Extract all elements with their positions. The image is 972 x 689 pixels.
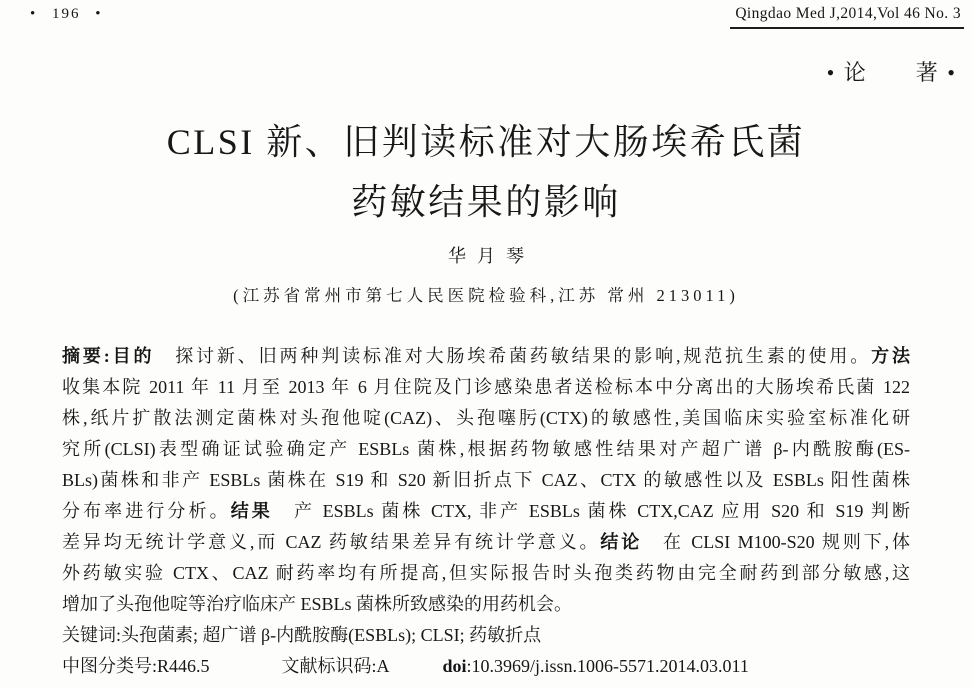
abstract-line [62,589,910,620]
abstract-line [62,372,910,403]
bold-text-run: 方法 [871,346,911,366]
article-title-line-2: 药敏结果的影响 [351,182,621,222]
text-run: 分布率进行分析。 [62,501,231,521]
bold-text-run: 结果 [230,501,273,521]
bold-text-run: 摘要:目的 [62,346,155,366]
text-run: 差异均无统计学意义,而 CAZ 药敏结果差异有统计学意义。 [62,532,601,552]
author-name: 华月琴 [448,246,535,266]
abstract-line [62,341,910,372]
text-run: 在 CLSI M100-S20 规则下,体 [642,532,911,552]
author-affiliation: (江苏省常州市第七人民医院检验科,江苏 常州 213011) [233,286,739,305]
page-number: • 196 • [30,6,103,22]
text-run: 产 ESBLs 菌株 CTX, 非产 ESBLs 菌株 CTX,CAZ 应用 S20 和 S19 判断 [272,501,911,521]
classification-line [62,651,910,682]
article-type-label: • 论 著 • [826,60,957,85]
text-run: 增加了头孢他啶等治疗临床产 ESBLs 菌株所致感染的用药机会。 [62,594,573,614]
text-run [389,656,443,676]
text-run: 究所(CLSI)表型确证试验确定产 ESBLs 菌株,根据药物敏感性结果对产超广谱 β-内酰胺酶(ES- [62,439,910,459]
journal-citation: Qingdao Med J,2014,Vol 46 No. 3 [730,5,964,29]
text-run: 株,纸片扩散法测定菌株对头孢他啶(CAZ)、头孢噻肟(CTX)的敏感性,美国临床实验室标准化研 [62,408,910,428]
text-run [210,656,282,676]
abstract-line [62,558,910,589]
abstract-line [62,465,910,496]
keywords-line [62,620,910,651]
text-run: 关键词:头孢菌素; 超广谱 β-内酰胺酶(ESBLs); CLSI; 药敏折点 [62,625,542,645]
abstract-line [62,434,910,465]
abstract-line [62,403,910,434]
text-run: 文献标识码:A [281,656,389,676]
abstract-block [62,341,910,682]
text-run: :10.3969/j.issn.1006-5571.2014.03.011 [466,656,749,676]
abstract-line [62,527,910,558]
text-run: 收集本院 2011 年 11 月至 2013 年 6 月住院及门诊感染患者送检标本中分离出的大肠埃希氏菌 122 [62,377,910,397]
bold-text-run: 结论 [600,532,643,552]
article-title-line-1: CLSI 新、旧判读标准对大肠埃希氏菌 [166,122,806,162]
text-run: 外药敏实验 CTX、CAZ 耐药率均有所提高,但实际报告时头孢类药物由完全耐药到部分敏感,这 [62,563,910,583]
text-run: 中图分类号:R446.5 [62,656,210,676]
bold-text-run: doi [442,656,467,676]
text-run: BLs)菌株和非产 ESBLs 菌株在 S19 和 S20 新旧折点下 CAZ、CTX 的敏感性以及 ESBLs 阳性菌株 [62,470,910,490]
article-title [0,112,972,232]
abstract-line [62,496,910,527]
text-run: 探讨新、旧两种判读标准对大肠埃希菌药敏结果的影响,规范抗生素的使用。 [154,346,872,366]
